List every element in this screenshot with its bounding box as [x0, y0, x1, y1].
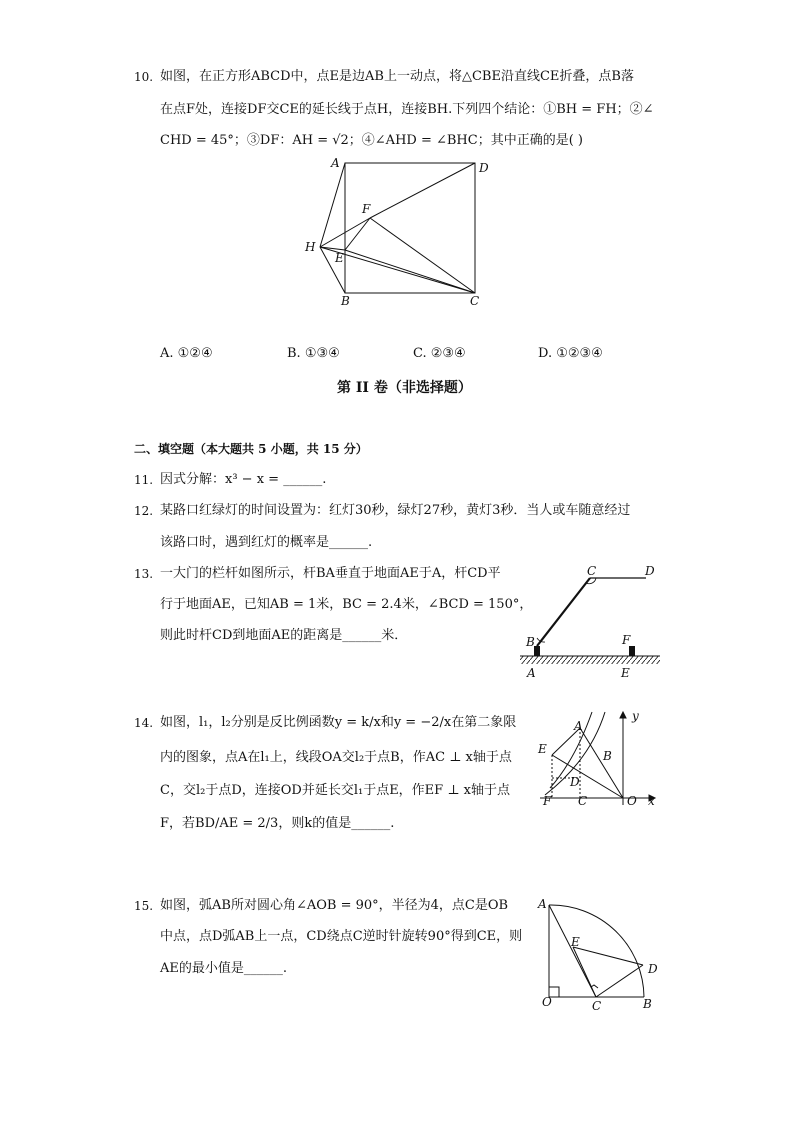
- arc-rotation-figure: [535, 890, 665, 1015]
- label-c: C: [587, 564, 597, 578]
- question-text-line: F，若BD/AE = 2/3，则k的值是______.: [160, 816, 395, 831]
- part-two-title: 第 II 卷（非选择题）: [337, 380, 472, 396]
- label-o: O: [627, 794, 637, 808]
- label-b: B: [526, 635, 535, 649]
- label-h: H: [305, 240, 316, 254]
- label-b: B: [643, 997, 652, 1011]
- label-f: F: [543, 794, 552, 808]
- question-text-line: 一大门的栏杆如图所示，杆BA垂直于地面AE于A，杆CD平: [160, 566, 501, 581]
- question-text-line: AE的最小值是______.: [160, 961, 288, 976]
- option-a[interactable]: A. ①②④: [160, 346, 213, 361]
- option-c[interactable]: C. ②③④: [413, 346, 466, 361]
- option-b[interactable]: B. ①③④: [287, 346, 340, 361]
- question-text-line: 如图，l₁，l₂分别是反比例函数y = k/x和y = −2/x在第二象限: [160, 715, 517, 730]
- label-e: E: [571, 935, 580, 949]
- question-text-line: 如图，弧AB所对圆心角∠AOB = 90°，半径为4，点C是OB: [160, 898, 509, 913]
- question-text-line: 该路口时，遇到红灯的概率是______.: [160, 535, 373, 550]
- inverse-function-figure: [530, 705, 665, 810]
- question-number: 10.: [134, 70, 154, 84]
- label-o: O: [542, 995, 552, 1009]
- question-number: 15.: [134, 899, 154, 913]
- label-c: C: [592, 999, 602, 1013]
- label-c: C: [578, 794, 588, 808]
- label-b: B: [341, 294, 350, 308]
- question-number: 11.: [134, 473, 154, 487]
- question-text-line: 行于地面AE，已知AB = 1米，BC = 2.4米，∠BCD = 150°，: [160, 597, 533, 612]
- label-e: E: [621, 666, 630, 680]
- label-f: F: [362, 202, 371, 216]
- question-text-line: 内的图象，点A在l₁上，线段OA交l₂于点B，作AC ⊥ x轴于点: [160, 750, 512, 765]
- label-d: D: [645, 564, 655, 578]
- question-text-line: 则此时杆CD到地面AE的距离是______米．: [160, 628, 408, 643]
- section-title: 二、填空题（本大题共 5 小题，共 15 分）: [134, 442, 368, 456]
- question-number: 12.: [134, 504, 154, 518]
- label-x: x: [648, 794, 655, 808]
- label-d: D: [648, 962, 658, 976]
- square-abcd-figure: [300, 150, 500, 310]
- label-b: B: [603, 749, 612, 763]
- label-y: y: [632, 709, 639, 723]
- label-d: D: [570, 775, 580, 789]
- label-a: A: [538, 897, 547, 911]
- question-text-line: C，交l₂于点D，连接OD并延长交l₁于点E，作EF ⊥ x轴于点: [160, 783, 511, 798]
- question-number: 13.: [134, 567, 154, 581]
- question-text-line: CHD = 45°；③DF：AH = √2；④∠AHD = ∠BHC；其中正确的是( ): [160, 133, 583, 148]
- label-a: A: [331, 156, 340, 170]
- question-text-line: 因式分解：x³ − x = ______.: [160, 472, 327, 487]
- gate-bar-figure: [515, 560, 665, 685]
- label-e: E: [335, 251, 344, 265]
- label-f: F: [622, 633, 631, 647]
- question-text-line: 在点F处，连接DF交CE的延长线于点H，连接BH.下列四个结论：①BH = FH；②∠: [160, 102, 654, 117]
- label-a: A: [527, 666, 536, 680]
- question-text-line: 中点，点D弧AB上一点，CD绕点C逆时针旋转90°得到CE，则: [160, 929, 523, 944]
- question-text-line: 某路口红绿灯的时间设置为：红灯30秒，绿灯27秒，黄灯3秒．当人或车随意经过: [160, 503, 631, 518]
- label-c: C: [470, 294, 480, 308]
- label-e: E: [538, 742, 547, 756]
- question-text-line: 如图，在正方形ABCD中，点E是边AB上一动点，将△CBE沿直线CE折叠，点B落: [160, 69, 634, 84]
- label-a: A: [574, 719, 583, 733]
- question-number: 14.: [134, 716, 154, 730]
- label-d: D: [479, 161, 489, 175]
- option-d[interactable]: D. ①②③④: [538, 346, 603, 361]
